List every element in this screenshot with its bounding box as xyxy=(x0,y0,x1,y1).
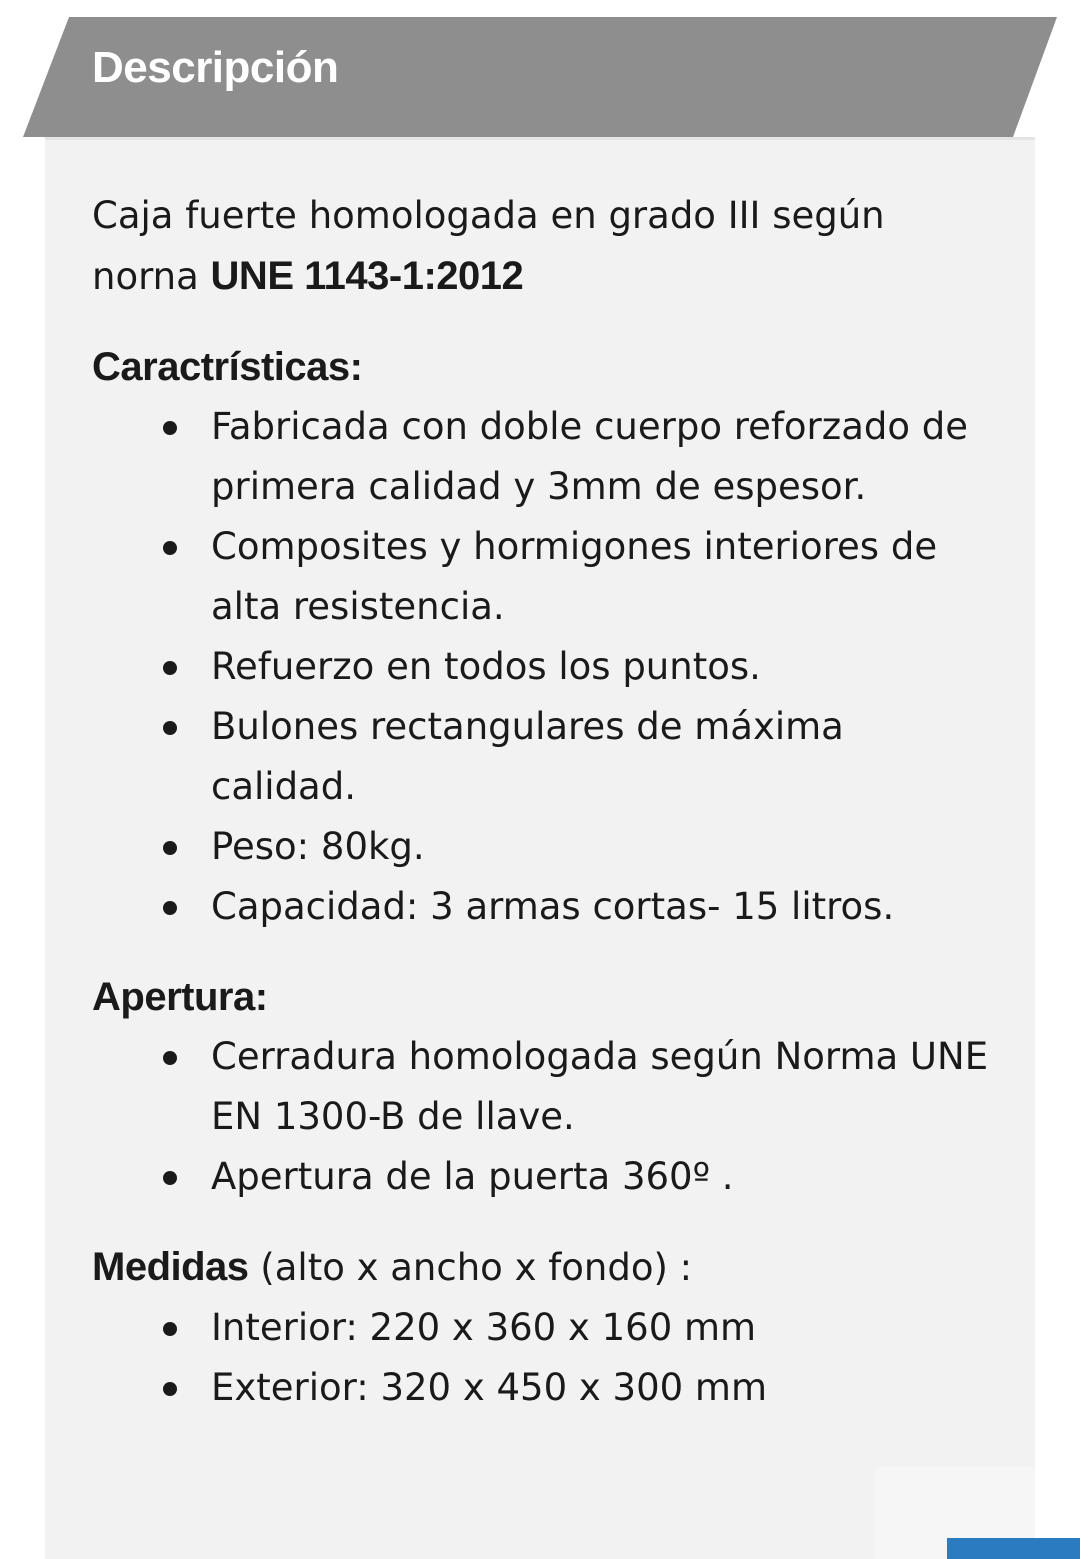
medidas-heading xyxy=(92,1237,992,1298)
bullet-icon xyxy=(163,661,177,675)
bullet-icon xyxy=(163,901,177,915)
list-item-text: Exterior: 320 x 450 x 300 mm xyxy=(211,1366,768,1409)
bullet-icon xyxy=(163,1322,177,1336)
list-item xyxy=(211,1298,992,1358)
list-item-text: Capacidad: 3 armas cortas- 15 litros. xyxy=(211,885,895,928)
list-item xyxy=(211,397,992,517)
list-item-text: Apertura de la puerta 360º . xyxy=(211,1155,734,1198)
bullet-icon xyxy=(163,1051,177,1065)
list-item-text: Interior: 220 x 360 x 160 mm xyxy=(211,1306,757,1349)
list-item xyxy=(211,637,992,697)
list-item xyxy=(211,1358,992,1418)
intro-text: Caja fuerte homologada en grado III según norna xyxy=(92,194,885,298)
apertura-list xyxy=(92,1027,992,1207)
list-item-text: Bulones rectangulares de máxima calidad. xyxy=(211,705,844,808)
list-item-text: Fabricada con doble cuerpo reforzado de primera calidad y 3mm de espesor. xyxy=(211,405,969,508)
list-item xyxy=(211,817,992,877)
list-item-text: Composites y hormigones interiores de alta resistencia. xyxy=(211,525,938,628)
bullet-icon xyxy=(163,541,177,555)
bullet-icon xyxy=(163,1171,177,1185)
medidas-subheading: (alto x ancho x fondo) : xyxy=(248,1246,693,1289)
caracteristicas-list xyxy=(92,397,992,937)
intro-paragraph xyxy=(92,186,992,307)
list-item xyxy=(211,1147,992,1207)
list-item xyxy=(211,517,992,637)
list-item-text: Refuerzo en todos los puntos. xyxy=(211,645,761,688)
bullet-icon xyxy=(163,721,177,735)
list-item xyxy=(211,697,992,817)
list-item-text: Cerradura homologada según Norma UNE EN 1300-B de llave. xyxy=(211,1035,989,1138)
medidas-heading-bold: Medidas xyxy=(92,1245,249,1289)
caracteristicas-heading: Caractrísticas: xyxy=(92,345,363,389)
apertura-heading: Apertura: xyxy=(92,975,268,1019)
bullet-icon xyxy=(163,1382,177,1396)
description-tab-title[interactable]: Descripción xyxy=(92,43,339,92)
bullet-icon xyxy=(163,841,177,855)
list-item xyxy=(211,877,992,937)
floating-action-button[interactable] xyxy=(947,1538,1080,1559)
intro-standard: UNE 1143-1:2012 xyxy=(210,254,524,298)
list-item-text: Peso: 80kg. xyxy=(211,825,425,868)
list-item xyxy=(211,1027,992,1147)
medidas-list xyxy=(92,1298,992,1418)
description-content xyxy=(92,186,992,1448)
bullet-icon xyxy=(163,421,177,435)
